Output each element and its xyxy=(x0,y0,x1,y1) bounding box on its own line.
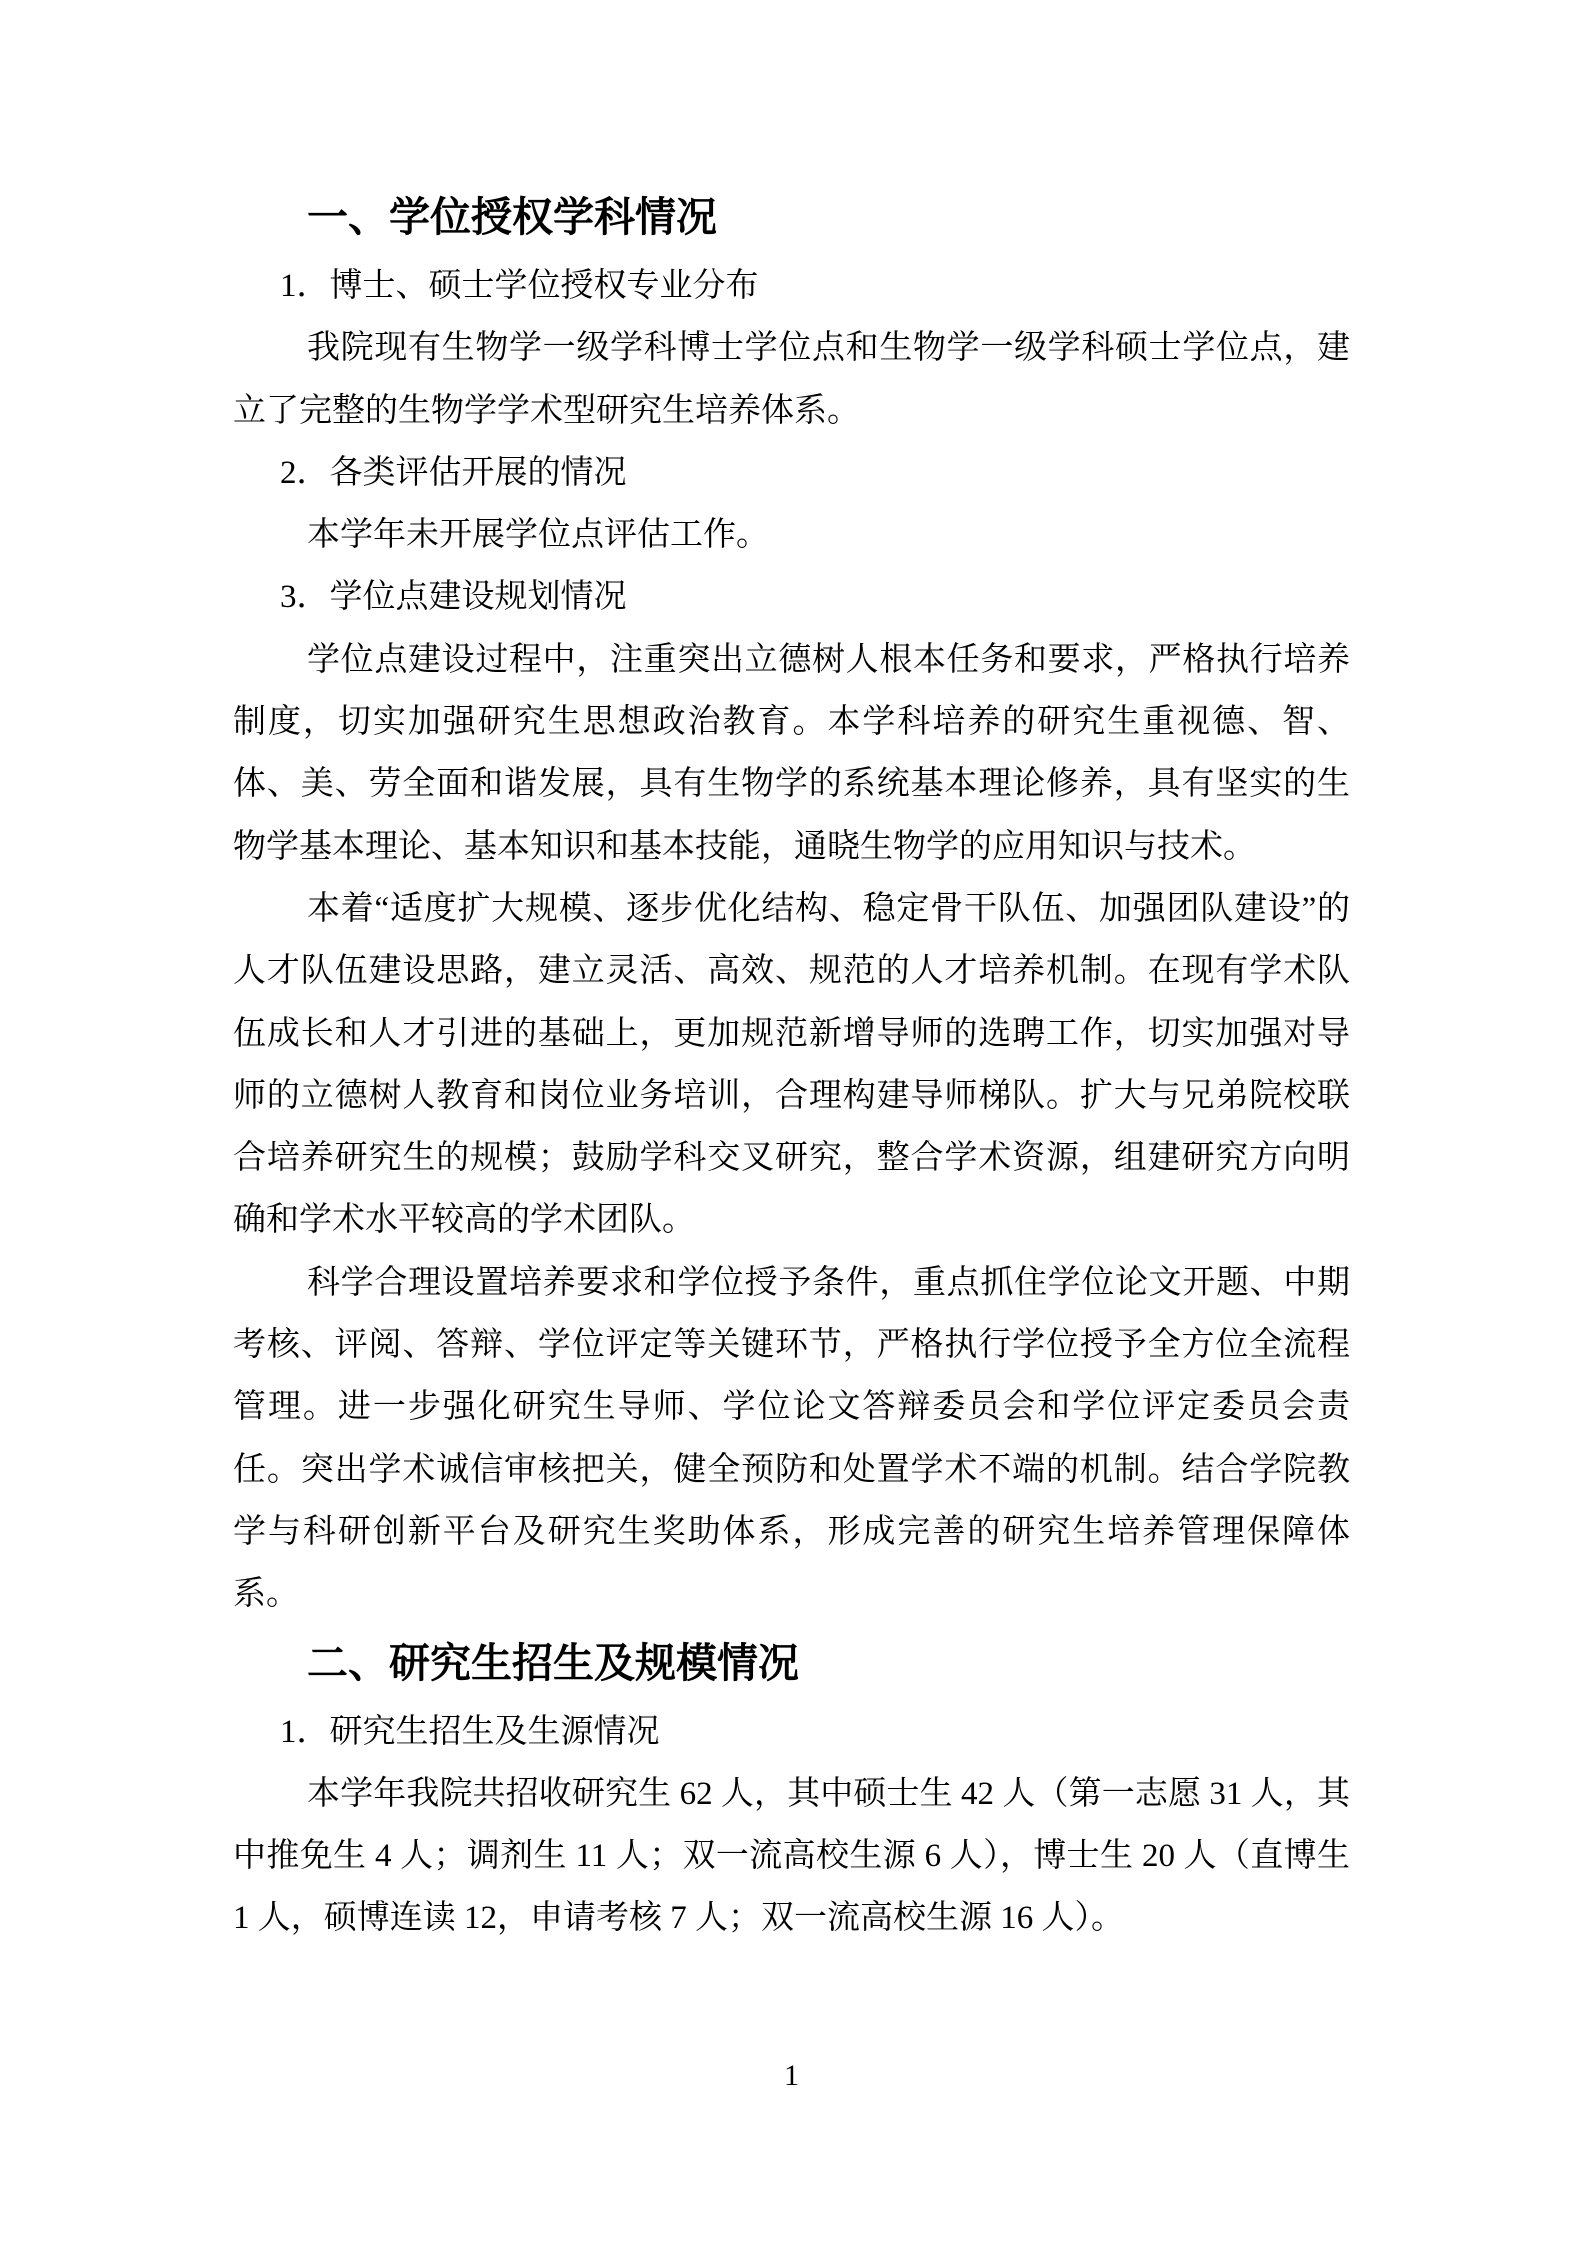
paragraph: 本学年未开展学位点评估工作。 xyxy=(307,517,769,554)
paragraph: 我院现有生物学一级学科博士学位点和生物学一级学科硕士学位点，建立了完整的生物学学术型研究生培养体系。 xyxy=(233,330,1350,429)
sub-heading: 2．各类评估开展的情况 xyxy=(280,454,627,491)
sub-heading: 3．学位点建设规划情况 xyxy=(280,579,627,616)
section-heading: 二、研究生招生及规模情况 xyxy=(307,1639,799,1686)
paragraph: 科学合理设置培养要求和学位授予条件，重点抓住学位论文开题、中期考核、评阅、答辩、学位评定等关键环节，严格执行学位授予全方位全流程管理。进一步强化研究生导师、学位论文答辩委员会和学位评定委员会责任。突出学术诚信审核把关，健全预防和处置学术不端的机制。结合学院教学与科研创新平台及研究生奖助体系，形成完善的研究生培养管理保障体系。 xyxy=(233,1264,1350,1613)
section-heading: 一、学位授权学科情况 xyxy=(307,194,717,240)
paragraph: 学位点建设过程中，注重突出立德树人根本任务和要求，严格执行培养制度，切实加强研究生思想政治教育。本学科培养的研究生重视德、智、体、美、劳全面和谐发展，具有生物学的系统基本理论修养，具有坚实的生物学基本理论、基本知识和基本技能，通晓生物学的应用知识与技术。 xyxy=(233,641,1350,865)
paragraph: 本着“适度扩大规模、逐步优化结构、稳定骨干队伍、加强团队建设”的人才队伍建设思路，建立灵活、高效、规范的人才培养机制。在现有学术队伍成长和人才引进的基础上，更加规范新增导师的选聘工作，切实加强对导师的立德树人教育和岗位业务培训，合理构建导师梯队。扩大与兄弟院校联合培养研究生的规模；鼓励学科交叉研究，整合学术资源，组建研究方向明确和学术水平较高的学术团队。 xyxy=(233,890,1350,1239)
sub-heading: 1．研究生招生及生源情况 xyxy=(280,1713,660,1750)
page-number: 1 xyxy=(784,2059,799,2092)
sub-heading: 1．博士、硕士学位授权专业分布 xyxy=(280,268,759,304)
paragraph: 本学年我院共招收研究生 62 人，其中硕士生 42 人（第一志愿 31 人，其中推免生 4 人；调剂生 11 人；双一流高校生源 6 人），博士生 20 人（直博生 1 人，硕博连读 12，申请考核 7 人；双一流高校生源 16 人）。 xyxy=(233,1775,1350,1937)
